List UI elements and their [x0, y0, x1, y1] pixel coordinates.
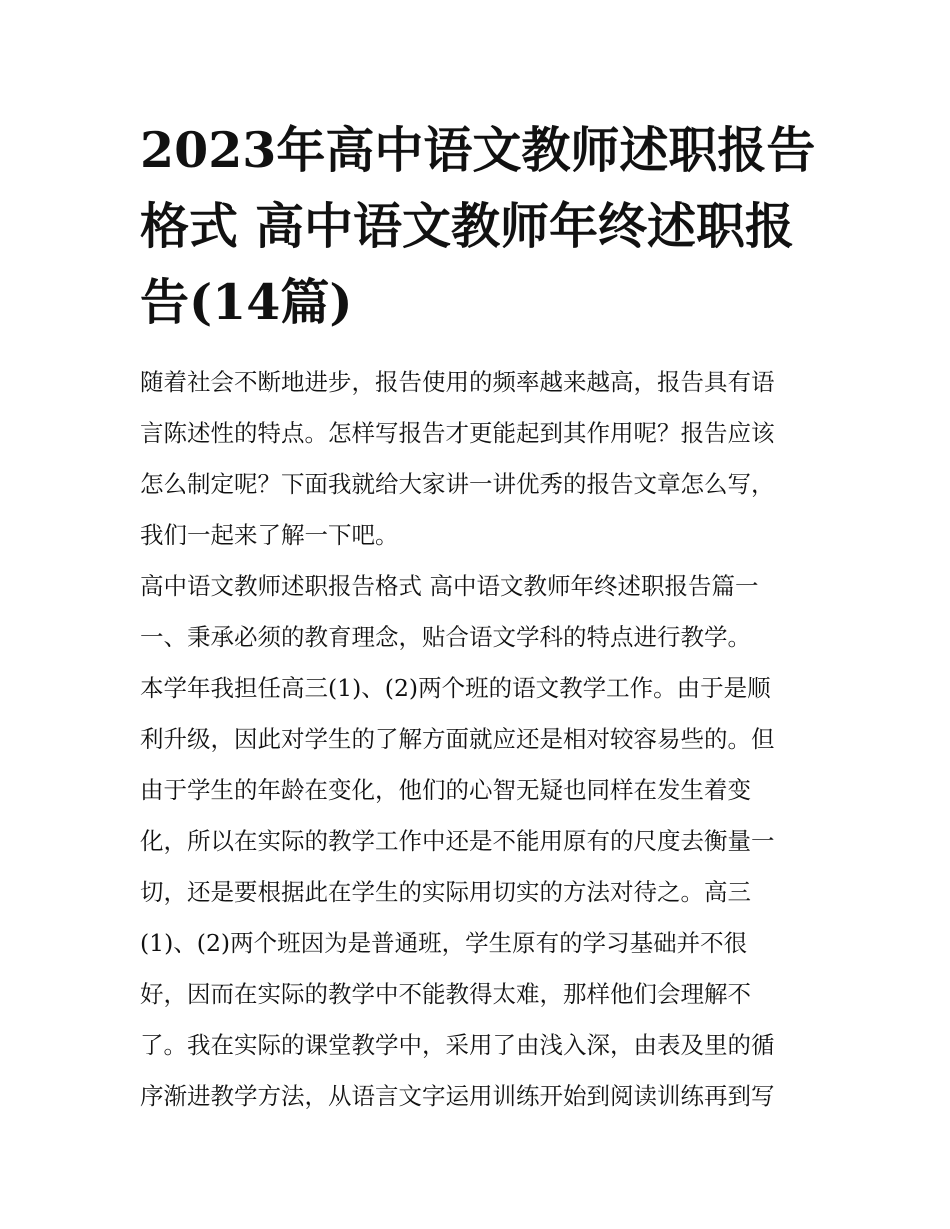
body-line: (1)、(2)两个班因为是普通班，学生原有的学习基础并不很	[140, 929, 748, 957]
document-body	[140, 357, 820, 1122]
body-line: 了。我在实际的课堂教学中，采用了由浅入深，由表及里的循	[140, 1031, 775, 1059]
body-line: 我们一起来了解一下吧。	[140, 521, 399, 549]
section-heading: 高中语文教师述职报告格式 高中语文教师年终述职报告篇一	[140, 572, 759, 600]
title-line-1: 2023年高中语文教师述职报告	[140, 121, 816, 179]
body-line: 化，所以在实际的教学工作中还是不能用原有的尺度去衡量一	[140, 827, 775, 855]
title-line-3: 告(14篇)	[140, 273, 353, 331]
body-line: 怎么制定呢？下面我就给大家讲一讲优秀的报告文章怎么写，	[140, 470, 775, 498]
body-line: 本学年我担任高三(1)、(2)两个班的语文教学工作。由于是顺	[140, 674, 771, 702]
body-line: 利升级，因此对学生的了解方面就应还是相对较容易些的。但	[140, 725, 775, 753]
body-line: 序渐进教学方法，从语言文字运用训练开始到阅读训练再到写	[140, 1082, 775, 1110]
body-line: 一、秉承必须的教育理念，贴合语文学科的特点进行教学。	[140, 623, 751, 651]
body-line: 随着社会不断地进步，报告使用的频率越来越高，报告具有语	[140, 368, 775, 396]
document-title	[140, 112, 820, 340]
body-line: 由于学生的年龄在变化，他们的心智无疑也同样在发生着变	[140, 776, 751, 804]
body-line: 好，因而在实际的教学中不能教得太难，那样他们会理解不	[140, 980, 751, 1008]
title-line-2: 格式 高中语文教师年终述职报	[140, 197, 795, 255]
body-line: 切，还是要根据此在学生的实际用切实的方法对待之。高三	[140, 878, 751, 906]
body-line: 言陈述性的特点。怎样写报告才更能起到其作用呢？报告应该	[140, 419, 775, 447]
